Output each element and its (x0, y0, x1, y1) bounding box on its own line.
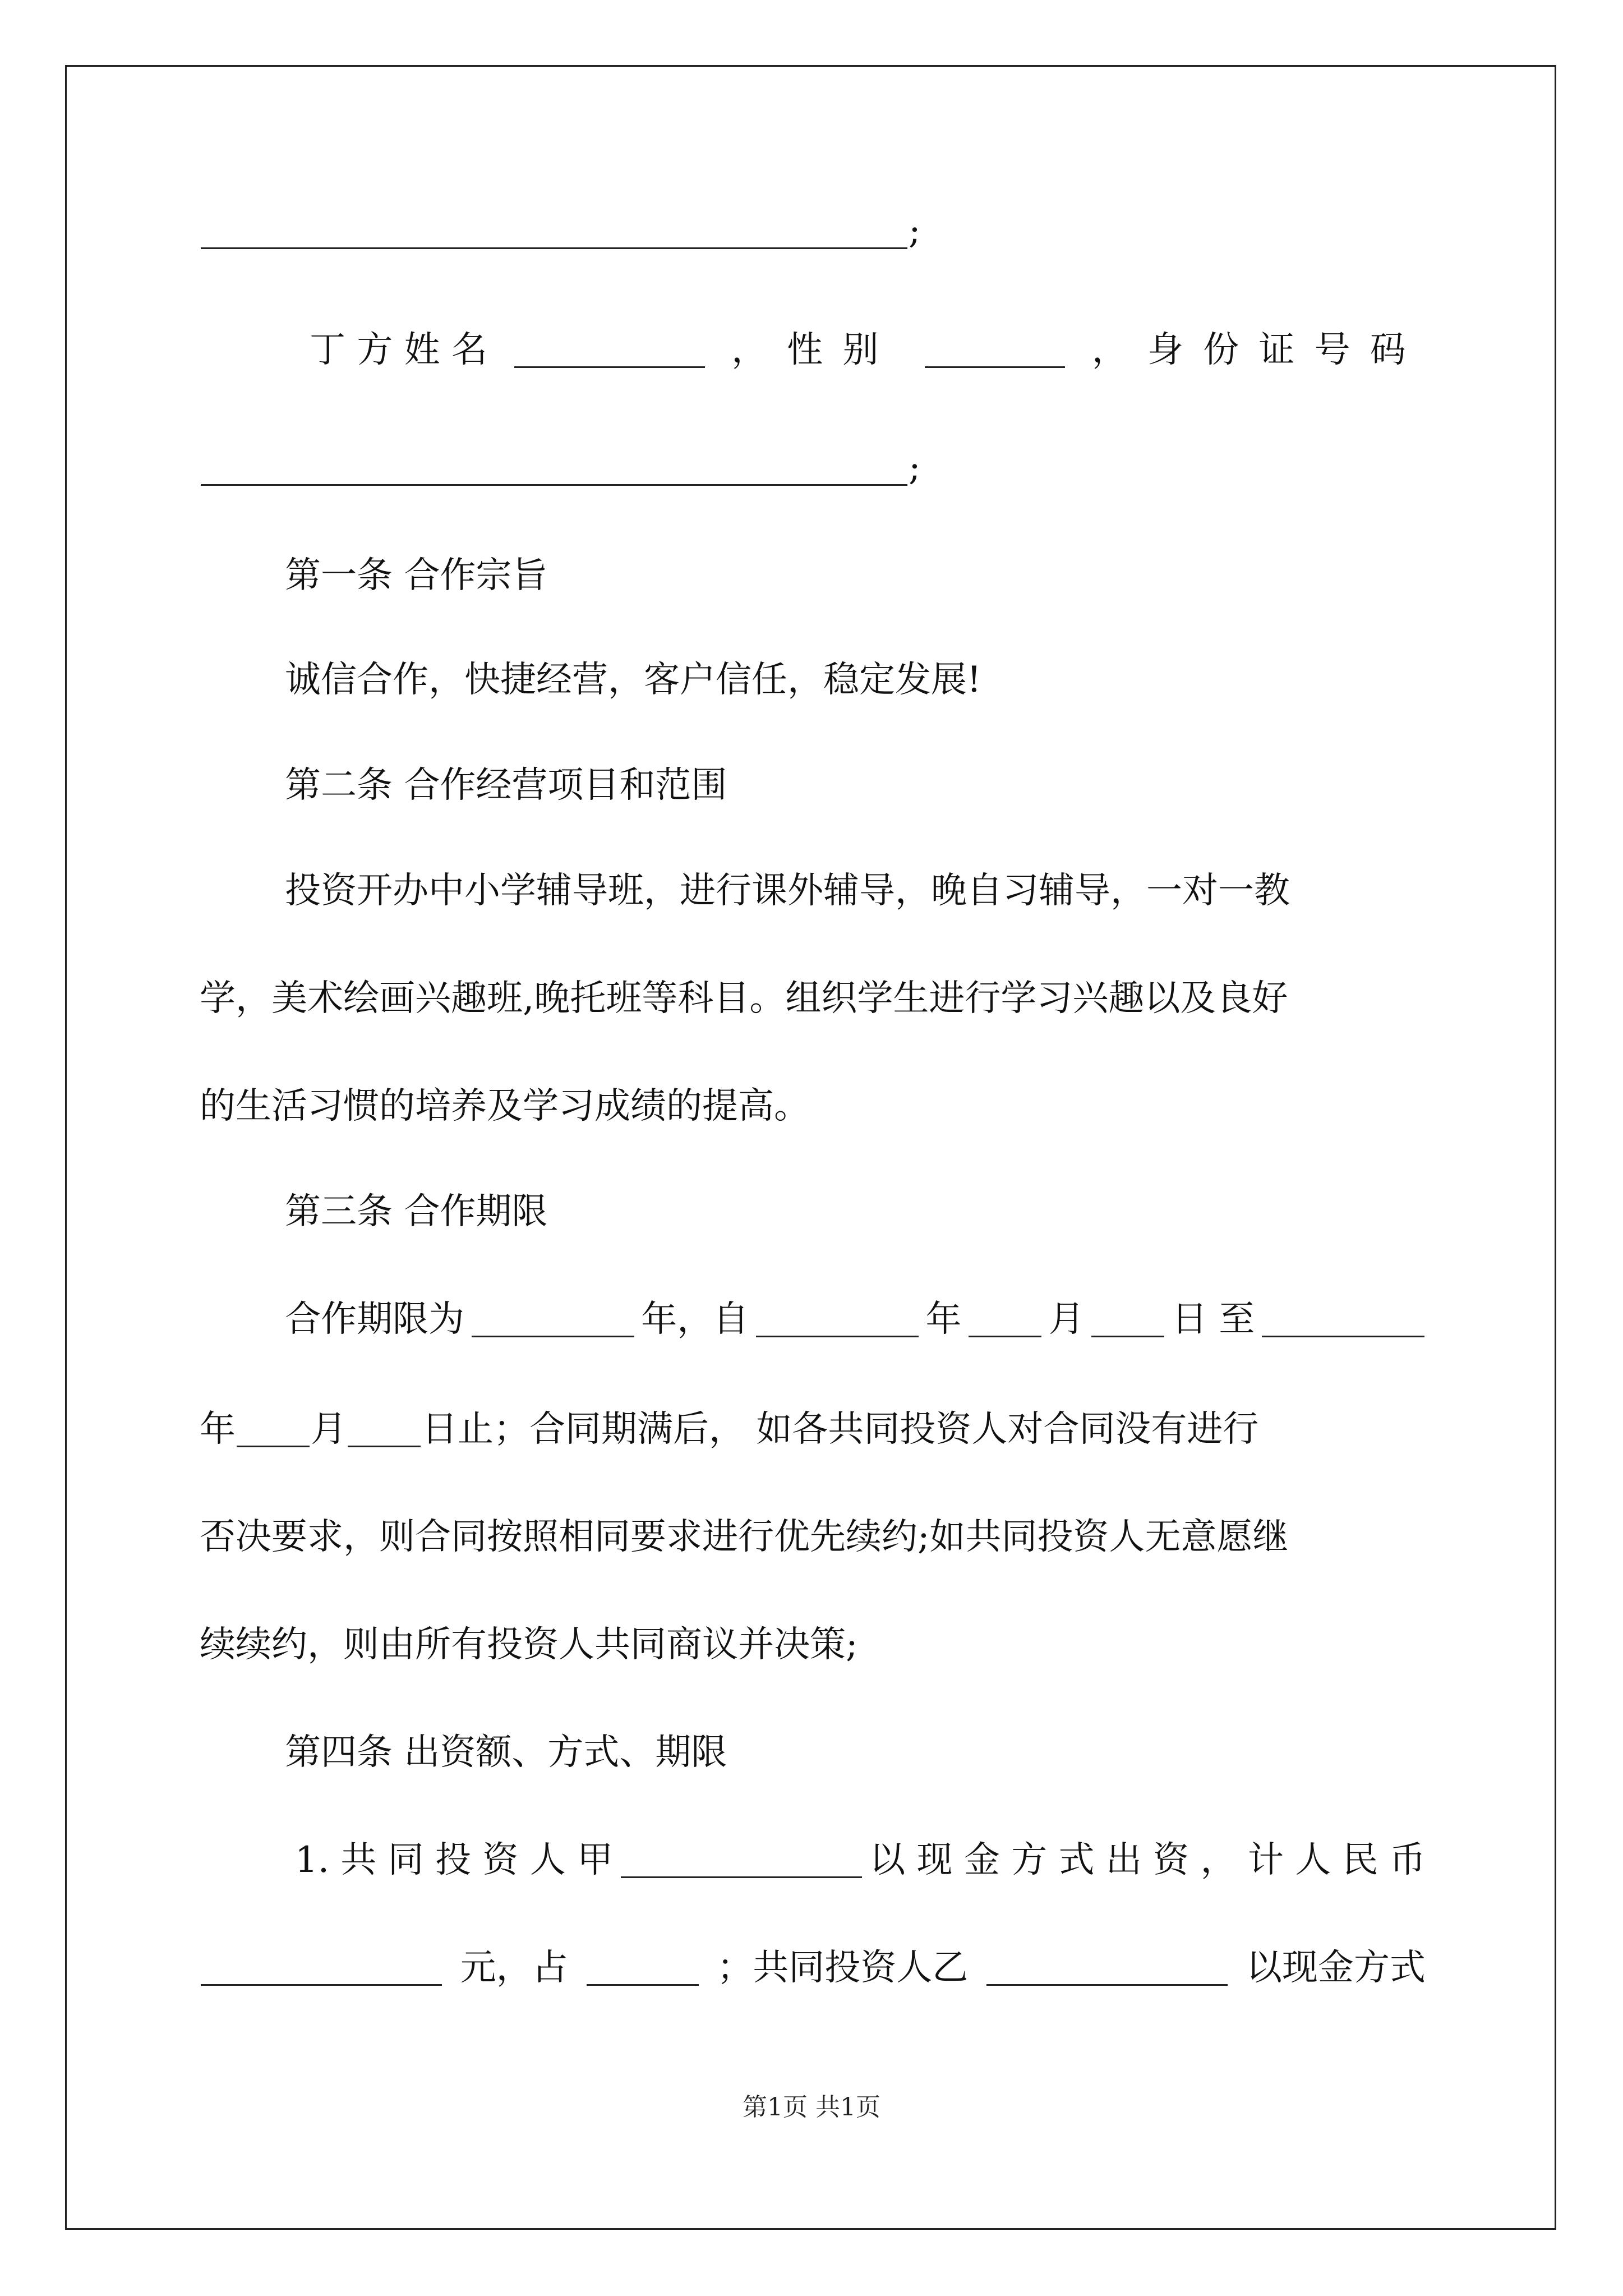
article-3-body-line-2 (200, 1409, 1426, 1450)
day-to-label: 日 至 (1172, 1299, 1255, 1340)
document-body (200, 210, 1426, 1989)
article-2-body-line-3: 的生活习惯的培养及学习成绩的提高。 (200, 1085, 810, 1127)
article-3-title: 第三条 合作期限 (285, 1191, 548, 1232)
renewal-text: 日止；合同期满后， 如各共同投资人对合同没有进行 (422, 1409, 1259, 1450)
fill-blank (201, 216, 907, 249)
line-end-punct: ; (909, 210, 921, 252)
blank-line-1 (200, 210, 1426, 252)
yuan-share-label: 元，占 (460, 1947, 568, 1989)
gender-blank (925, 335, 1065, 368)
investor-b-blank (986, 1953, 1228, 1986)
name-blank (514, 335, 705, 368)
share-blank (587, 1953, 699, 1986)
month-label: 月 (1048, 1299, 1085, 1340)
start-year-blank (756, 1304, 919, 1337)
article-1-body: 诚信合作，快捷经营，客户信任，稳定发展! (285, 659, 981, 701)
article-3-body-line-3: 否决要求，则合同按照相同要求进行优先续约;如共同投资人无意愿继 (200, 1516, 1289, 1558)
article-3-body-line-4: 续续约，则由所有投资人共同商议并决策; (200, 1624, 858, 1665)
page-footer: 第1页 共1页 (743, 2093, 880, 2122)
amount-blank (201, 1953, 442, 1986)
article-2-body-line-2: 学，美术绘画兴趣班,晚托班等科目。组织学生进行学习兴趣以及良好 (200, 978, 1288, 1019)
party-d-name-label: 丁 方 姓 名 (310, 329, 488, 371)
cash-contribution-text: 以 现 金 方 式 出 资 ， 计 人 民 币 (869, 1839, 1426, 1881)
year-label: 年 (925, 1299, 962, 1340)
cash-method-text: 以现金方式 (1246, 1947, 1426, 1989)
article-4-title: 第四条 出资额、方式、期限 (285, 1732, 727, 1773)
gender-label: ，性别 (731, 329, 898, 371)
party-d-line (200, 329, 1426, 371)
end-day-blank (348, 1414, 421, 1447)
investor-a-blank (621, 1845, 862, 1878)
month-label: 月 (311, 1409, 347, 1450)
article-4-item-1-line-2 (200, 1947, 1426, 1989)
fill-blank (201, 453, 907, 486)
end-year-blank (1262, 1304, 1424, 1337)
from-label: 年，自 (641, 1299, 749, 1340)
blank-line-2 (200, 447, 1426, 489)
start-day-blank (1091, 1304, 1164, 1337)
article-4-item-1-line-1 (200, 1839, 1426, 1881)
article-1-title: 第一条 合作宗旨 (285, 555, 548, 596)
year-label: 年 (200, 1409, 236, 1450)
years-blank (472, 1304, 634, 1337)
start-month-blank (969, 1304, 1041, 1337)
investor-b-label: ；共同投资人乙 (717, 1947, 969, 1989)
line-end-punct: ; (909, 447, 921, 489)
investor-a-label: 1. 共 同 投 资 人 甲 (295, 1839, 614, 1881)
article-2-body-line-1: 投资开办中小学辅导班，进行课外辅导，晚自习辅导，一对一教 (285, 870, 1290, 912)
article-2-title: 第二条 合作经营项目和范围 (285, 765, 727, 806)
id-number-label: ，身份证号码 (1091, 329, 1426, 371)
article-3-term-line (200, 1299, 1426, 1340)
end-month-blank (237, 1414, 310, 1447)
term-label: 合作期限为 (285, 1299, 464, 1340)
